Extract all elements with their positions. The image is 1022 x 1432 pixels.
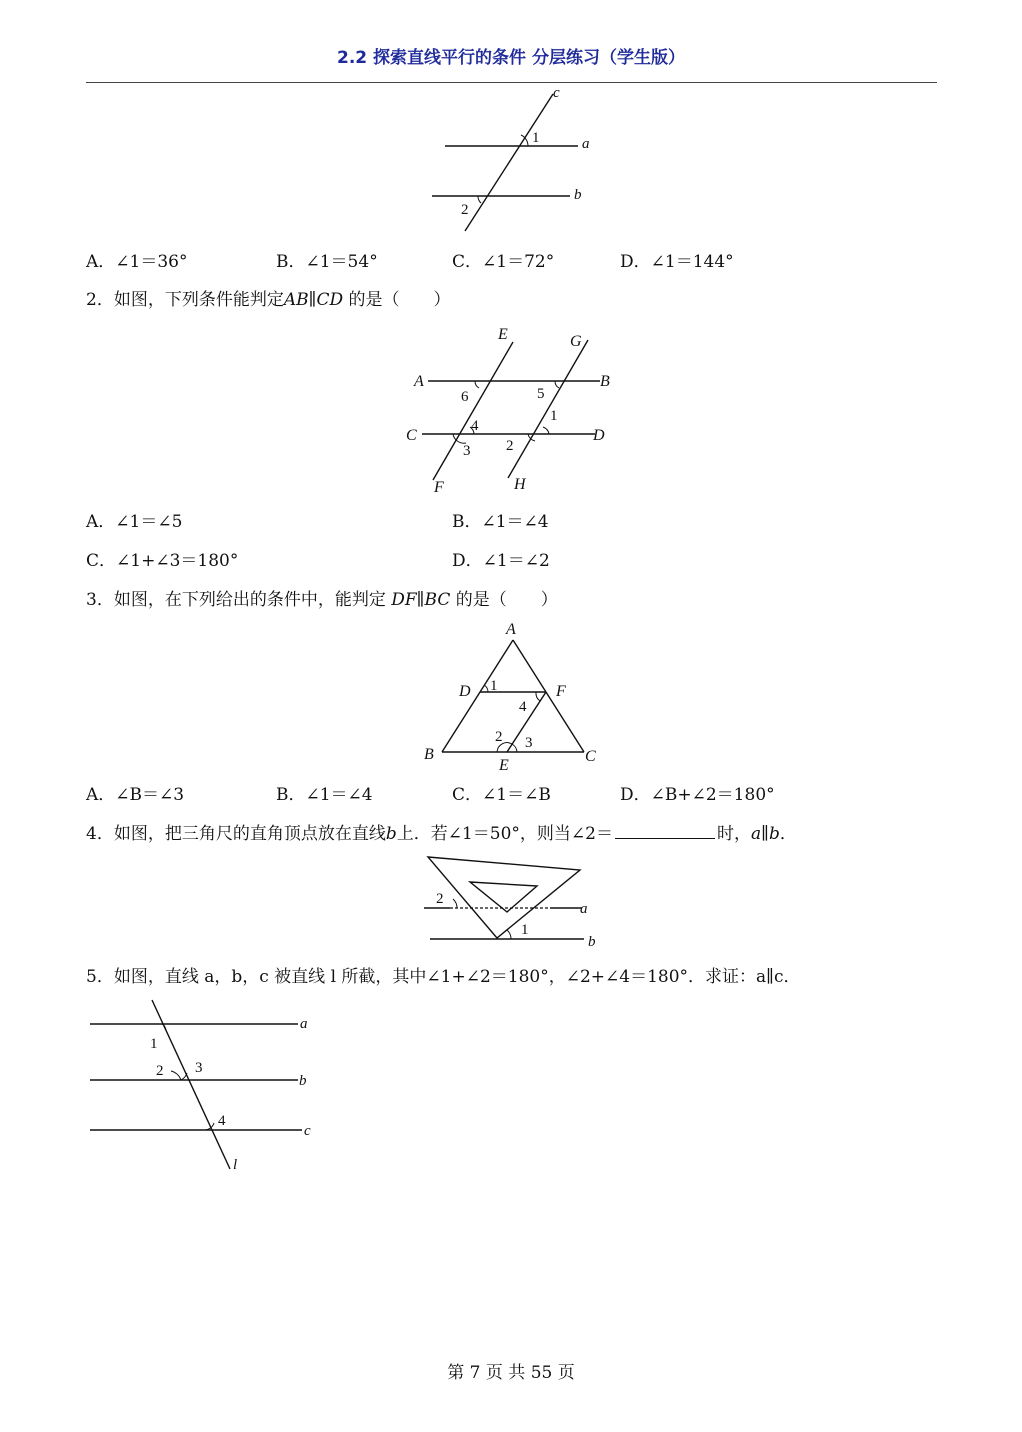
label-l: l	[233, 1157, 238, 1173]
label-b: b	[574, 187, 582, 203]
q1-option-c: C．∠1＝72°	[452, 252, 555, 272]
q5-stem: 5．如图，直线 a，b，c 被直线 l 所截，其中∠1+∠2＝180°，∠2+∠4＝180°．求证：a∥c．	[86, 967, 801, 987]
angle-3-arc	[181, 1073, 187, 1080]
angle-1-arc	[543, 427, 549, 434]
q1-option-d: D．∠1＝144°	[620, 252, 734, 272]
label-b: b	[299, 1073, 307, 1089]
label-angle-4: 4	[218, 1113, 226, 1129]
label-angle-1: 1	[550, 408, 558, 424]
label-h: H	[514, 476, 526, 493]
angle-5-arc	[555, 381, 559, 388]
label-a: A	[414, 373, 424, 390]
label-angle-1: 1	[150, 1036, 158, 1052]
q1-option-a: A．∠1＝36°	[86, 252, 188, 272]
figure-q2	[400, 322, 630, 497]
q4-stem: 4．如图，把三角尺的直角顶点放在直线b上．若∠1＝50°，则当∠2＝ 时，a∥b．	[86, 824, 797, 844]
label-angle-1: 1	[521, 922, 529, 938]
page-number: 第 7 页 共 55 页	[447, 1363, 575, 1383]
line-gh	[508, 340, 588, 478]
q2-option-c: C．∠1+∠3＝180°	[86, 551, 239, 571]
label-angle-2: 2	[495, 729, 503, 745]
q3-option-a: A．∠B＝∠3	[86, 785, 185, 805]
answer-blank[interactable]	[615, 824, 715, 839]
figure-q1	[420, 86, 610, 236]
q3-option-b: B．∠1＝∠4	[276, 785, 373, 805]
label-angle-1: 1	[532, 130, 540, 146]
label-a: a	[582, 136, 590, 152]
label-angle-2: 2	[436, 891, 444, 907]
q2-option-b: B．∠1＝∠4	[452, 512, 549, 532]
label-angle-3: 3	[195, 1060, 203, 1076]
label-angle-2: 2	[506, 438, 514, 454]
label-a: a	[580, 901, 588, 917]
angle-2-arc	[453, 899, 457, 908]
label-angle-6: 6	[461, 389, 469, 405]
label-angle-1: 1	[490, 678, 498, 694]
label-angle-2: 2	[156, 1063, 164, 1079]
q3-option-c: C．∠1＝∠B	[452, 785, 551, 805]
triangle-ruler-outer	[428, 857, 580, 938]
label-angle-2: 2	[461, 202, 469, 218]
label-c: c	[304, 1123, 311, 1139]
label-b: B	[424, 746, 434, 763]
q3-option-d: D．∠B+∠2＝180°	[620, 785, 775, 805]
label-angle-4: 4	[519, 699, 527, 715]
angle-6-arc	[475, 381, 479, 388]
figure-q4	[420, 852, 610, 952]
label-g: G	[570, 333, 582, 350]
angle-4-arc	[536, 692, 540, 701]
label-c: c	[553, 86, 560, 101]
label-c: C	[406, 427, 417, 444]
label-e: E	[498, 326, 508, 343]
q2-stem: 2．如图，下列条件能判定AB∥CD 的是（ ）	[86, 290, 451, 310]
label-f: F	[556, 683, 566, 700]
label-d: D	[593, 427, 605, 444]
label-b: B	[600, 373, 610, 390]
line-c	[465, 94, 553, 231]
side-ac	[513, 640, 584, 752]
label-angle-5: 5	[537, 386, 545, 402]
q3-stem: 3．如图，在下列给出的条件中，能判定 DF∥BC 的是（ ）	[86, 590, 558, 610]
line-ef	[433, 342, 513, 480]
label-e: E	[499, 757, 509, 774]
label-angle-3: 3	[525, 735, 533, 751]
figure-q3	[420, 618, 605, 776]
label-angle-3: 3	[463, 443, 471, 459]
label-a: a	[300, 1016, 308, 1032]
header-divider	[86, 82, 937, 83]
angle-2-arc	[478, 196, 481, 203]
label-angle-4: 4	[471, 418, 479, 434]
angle-3-arc	[512, 744, 517, 752]
label-c: C	[585, 748, 596, 765]
q2-option-a: A．∠1＝∠5	[86, 512, 183, 532]
angle-2-arc	[171, 1071, 181, 1080]
label-f: F	[434, 479, 444, 496]
angle-1-arc	[521, 135, 528, 146]
q1-option-b: B．∠1＝54°	[276, 252, 378, 272]
angle-1-arc	[507, 930, 511, 939]
label-d: D	[459, 683, 471, 700]
label-a: A	[506, 621, 516, 638]
q2-option-d: D．∠1＝∠2	[452, 551, 550, 571]
figure-q5	[80, 993, 330, 1178]
page-title: 2.2 探索直线平行的条件 分层练习（学生版）	[337, 48, 685, 68]
label-b: b	[588, 934, 596, 950]
